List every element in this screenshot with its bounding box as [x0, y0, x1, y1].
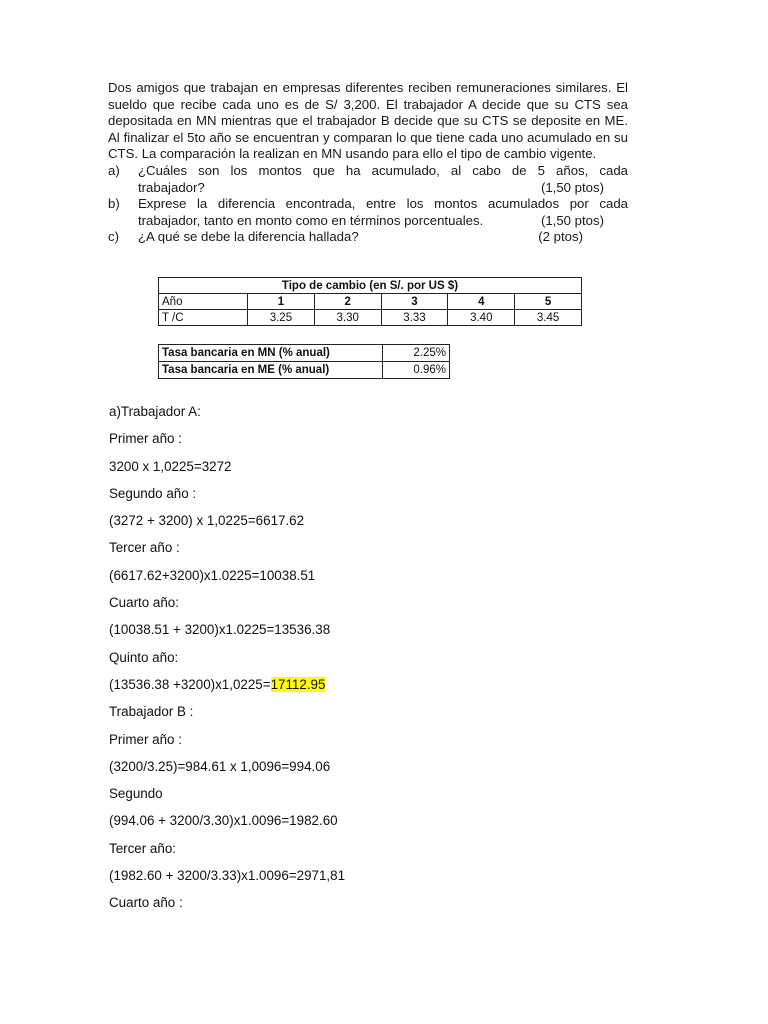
rate-cell: 3.30 — [314, 310, 381, 326]
quinto-line — [109, 675, 345, 702]
solution-line: Cuarto año : — [109, 895, 183, 911]
solution-line: (10038.51 + 3200)x1.0225=13536.38 — [109, 622, 331, 638]
solution-line: a)Trabajador A: — [109, 404, 201, 419]
question-a — [108, 163, 628, 196]
year-cell: 4 — [448, 294, 515, 310]
question-points: (1,50 ptos) — [540, 179, 604, 195]
rate-cell: 3.40 — [448, 310, 515, 326]
question-text: ¿A qué se debe la diferencia hallada? — [138, 229, 359, 245]
year-cell: 3 — [381, 294, 448, 310]
quinto-formula: (13536.38 +3200)x1,0225= — [109, 676, 271, 692]
year-cell: 5 — [515, 294, 582, 310]
year-cell: 1 — [248, 294, 315, 310]
solution-line: Primer año : — [109, 431, 182, 447]
question-text-cont: trabajador, tanto en monto como en términos porcentuales. — [138, 212, 484, 228]
question-text: Exprese la diferencia encontrada, entre los montos acumulados por cada — [138, 196, 628, 212]
solution-line: Trabajador B : — [109, 704, 194, 720]
solution-line: Segundo año : — [109, 485, 197, 501]
row-label-year: Año — [159, 294, 248, 310]
rate-label: Tasa bancaria en MN (% anual) — [159, 345, 383, 362]
exchange-table-title: Tipo de cambio (en S/. por US $) — [159, 278, 582, 294]
table-row — [159, 362, 450, 379]
question-text-cont: trabajador? — [138, 179, 205, 195]
question-text: ¿Cuáles son los montos que ha acumulado, al cabo de 5 años, cada — [138, 162, 628, 178]
table-row — [159, 310, 582, 326]
bank-rates-table — [158, 344, 450, 379]
rate-value: 0.96% — [383, 362, 450, 379]
row-label-rate: T /C — [159, 310, 248, 326]
solution-line: Tercer año : — [109, 540, 180, 556]
solution-line: Cuarto año: — [109, 595, 179, 611]
solution-line: 3200 x 1,0225=3272 — [109, 458, 232, 474]
rate-cell: 3.25 — [248, 310, 315, 326]
problem-intro: Dos amigos que trabajan en empresas diferentes reciben remuneraciones similares. El sueldo que recibe cada uno es de S/ 3,200. El trabajador A decide que su CTS sea depositada en MN mientras que el trabajador B decide que su CTS se deposite en ME. Al finalizar el 5to año se encuentran y comparan lo que tiene cada uno acumulado en su CTS. La comparación la realizan en MN usando para ello el tipo de cambio vigente. — [108, 80, 628, 162]
solution-line: Tercer año: — [109, 840, 176, 856]
exchange-rate-table — [158, 277, 582, 326]
rate-label: Tasa bancaria en ME (% anual) — [159, 362, 383, 379]
solution-line: (3200/3.25)=984.61 x 1,0096=994.06 — [109, 758, 331, 774]
solution-line: (6617.62+3200)x1.0225=10038.51 — [109, 567, 316, 583]
highlighted-result: 17112.95 — [270, 676, 326, 692]
solution-line: Primer año : — [109, 731, 182, 747]
solution-notes — [109, 402, 345, 921]
question-b — [108, 196, 628, 229]
year-cell: 2 — [314, 294, 381, 310]
question-points: (2 ptos) — [538, 229, 583, 245]
question-points: (1,50 ptos) — [540, 212, 604, 228]
solution-line: Segundo — [109, 786, 163, 802]
problem-statement — [108, 80, 628, 246]
rate-cell: 3.45 — [515, 310, 582, 326]
rate-cell: 3.33 — [381, 310, 448, 326]
solution-line: (3272 + 3200) x 1,0225=6617.62 — [109, 513, 305, 529]
solution-line: (994.06 + 3200/3.30)x1.0096=1982.60 — [109, 813, 338, 829]
solution-line: (1982.60 + 3200/3.33)x1.0096=2971,81 — [109, 868, 346, 884]
question-c — [108, 229, 628, 246]
question-letter: c) — [108, 229, 119, 245]
rate-value: 2.25% — [383, 345, 450, 362]
table-row — [159, 294, 582, 310]
question-letter: a) — [108, 162, 120, 178]
table-row — [159, 345, 450, 362]
question-letter: b) — [108, 196, 120, 212]
solution-line: Quinto año: — [109, 649, 179, 665]
